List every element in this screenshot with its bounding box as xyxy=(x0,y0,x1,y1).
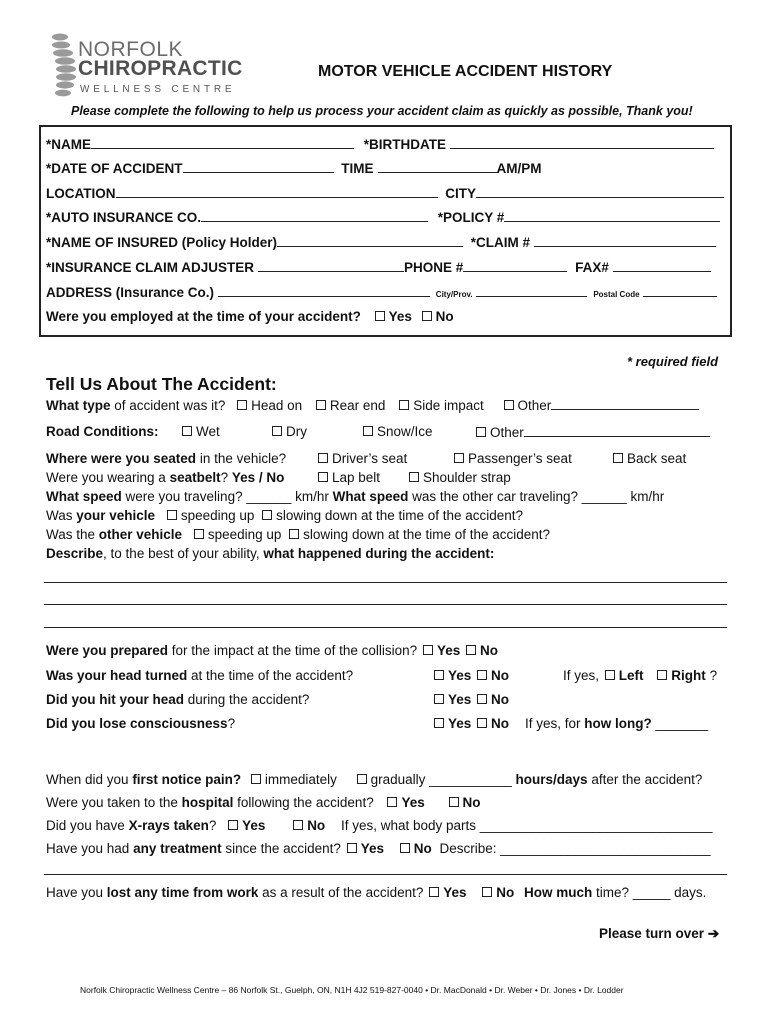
conscious-yes-checkbox[interactable] xyxy=(434,718,444,728)
time-label: TIME xyxy=(341,161,374,176)
belt-shoulder xyxy=(407,470,511,485)
treat-yes-label: Yes xyxy=(360,841,384,856)
insured-field[interactable] xyxy=(277,234,463,247)
other-bold: other vehicle xyxy=(98,527,183,542)
address-label: ADDRESS (Insurance Co.) xyxy=(46,285,215,300)
prepared-yes-label: Yes xyxy=(436,643,461,658)
prepared-yes-checkbox[interactable] xyxy=(423,645,433,655)
row-pain xyxy=(46,772,702,787)
your-speeding-label: speeding up xyxy=(180,508,255,523)
type-question: of accident was it? xyxy=(110,398,226,413)
xray-yes-checkbox[interactable] xyxy=(228,820,238,830)
treat-no-label: No xyxy=(413,841,432,856)
road-snow-checkbox[interactable] xyxy=(363,426,373,436)
lost-pre: Have you xyxy=(46,885,107,900)
other-pre: Was the xyxy=(46,527,99,542)
road-opt-0: Wet xyxy=(196,424,220,439)
logo-line-3: WELLNESS CENTRE xyxy=(80,84,236,95)
turn-over-label: Please turn over xyxy=(599,926,705,941)
road-snow xyxy=(361,424,433,439)
row-your-vehicle xyxy=(46,508,523,523)
lost-no-checkbox[interactable] xyxy=(482,887,492,897)
speed2-bold: What speed xyxy=(332,489,409,504)
seated-bold: Where were you seated xyxy=(46,451,197,466)
conscious-if-yes: If yes, for xyxy=(525,716,585,731)
other-speeding-label: speeding up xyxy=(207,527,282,542)
logo-line-2: CHIROPRACTIC xyxy=(78,57,243,80)
row-prepared xyxy=(46,643,498,658)
your-pre: Was xyxy=(46,508,77,523)
row-insured xyxy=(46,234,716,250)
conscious-yes-label: Yes xyxy=(448,716,472,731)
belt-opt-1: Shoulder strap xyxy=(423,470,511,485)
seat-driver xyxy=(316,451,407,466)
hit-yes-label: Yes xyxy=(448,692,472,707)
hosp-yes-checkbox[interactable] xyxy=(387,797,397,807)
city-field[interactable] xyxy=(476,185,724,198)
seatbelt-q: ? xyxy=(220,470,229,485)
pain-bold: first notice pain? xyxy=(132,772,242,787)
policy-label: *POLICY # xyxy=(437,210,505,225)
xray-yes-label: Yes xyxy=(242,818,266,833)
seat-back-checkbox[interactable] xyxy=(613,453,623,463)
arrow-right-icon: ➔ xyxy=(707,926,720,941)
other-speeding-checkbox[interactable] xyxy=(194,529,204,539)
your-speeding-checkbox[interactable] xyxy=(167,510,177,520)
row-road xyxy=(46,424,158,439)
head-right-checkbox[interactable] xyxy=(657,670,667,680)
city-label: CITY xyxy=(445,186,477,201)
postal-field[interactable] xyxy=(643,284,717,297)
pain-gradually-label: gradually ___________ xyxy=(370,772,512,787)
speed-bold: What speed xyxy=(46,489,122,504)
road-other xyxy=(474,424,710,440)
row-hospital xyxy=(46,795,481,810)
road-wet-checkbox[interactable] xyxy=(182,426,192,436)
other-slowing-checkbox[interactable] xyxy=(289,529,299,539)
phone-field[interactable] xyxy=(463,259,567,272)
prepared-no-label: No xyxy=(479,643,498,658)
seat-passenger xyxy=(452,451,572,466)
speed2-rest: was the other car traveling? ______ km/hr xyxy=(408,489,665,504)
your-slowing-label: slowing down at the time of the accident? xyxy=(276,508,524,523)
describe-line-1[interactable] xyxy=(44,582,727,583)
lost-bold: lost any time from work xyxy=(106,885,259,900)
row-other-vehicle xyxy=(46,527,550,542)
head-no-checkbox[interactable] xyxy=(477,670,487,680)
belt-lap xyxy=(316,470,380,485)
section-title: Tell Us About The Accident: xyxy=(46,374,277,394)
location-label: LOCATION xyxy=(46,186,116,201)
row-conscious xyxy=(46,716,235,731)
hit-bold: Did you hit your head xyxy=(46,692,185,707)
claim-field[interactable] xyxy=(534,234,716,247)
postal-label: Postal Code xyxy=(593,290,640,299)
hit-rest: during the accident? xyxy=(184,692,310,707)
name-field[interactable] xyxy=(91,136,354,149)
head-yes-checkbox[interactable] xyxy=(434,670,444,680)
treat-pre: Have you had xyxy=(46,841,134,856)
treat-describe[interactable]: Describe: ____________________________ xyxy=(439,841,711,856)
treat-yes-checkbox[interactable] xyxy=(347,843,357,853)
head-rest: at the time of the accident? xyxy=(187,668,354,683)
type-other-checkbox[interactable] xyxy=(504,400,514,410)
required-info-box xyxy=(39,125,732,337)
describe-line-2[interactable] xyxy=(44,604,727,605)
claim-label: *CLAIM # xyxy=(470,235,531,250)
conscious-duration xyxy=(525,716,708,731)
speed-rest: were you traveling? ______ km/hr xyxy=(121,489,333,504)
phone-label: PHONE # xyxy=(404,260,464,275)
hosp-bold: hospital xyxy=(181,795,234,810)
pain-hours-days: hours/days xyxy=(515,772,588,787)
pain-immediately-label: immediately xyxy=(264,772,337,787)
xray-pre: Did you have xyxy=(46,818,129,833)
hosp-yes-label: Yes xyxy=(401,795,425,810)
treatment-line[interactable] xyxy=(44,874,727,875)
type-side-checkbox[interactable] xyxy=(399,400,409,410)
road-opt-2: Snow/Ice xyxy=(377,424,433,439)
head-left-label: Left xyxy=(618,668,644,683)
type-opt-3: Other xyxy=(517,398,552,413)
head-bold: Was your head turned xyxy=(46,668,188,683)
time-field[interactable] xyxy=(378,160,497,173)
hosp-no-label: No xyxy=(462,795,481,810)
type-opt-0: Head on xyxy=(251,398,303,413)
conscious-how-long-field[interactable]: _______ xyxy=(651,716,709,731)
row-address xyxy=(46,284,717,300)
road-wet xyxy=(180,424,220,439)
spine-icon xyxy=(48,33,78,99)
city-prov-label: City/Prov. xyxy=(435,290,473,299)
conscious-how-long: how long? xyxy=(584,716,652,731)
hit-yesno xyxy=(432,692,509,707)
type-headon-checkbox[interactable] xyxy=(237,400,247,410)
turn-over xyxy=(599,926,719,942)
head-yesno xyxy=(432,668,509,683)
row-name xyxy=(46,136,714,152)
conscious-bold: Did you lose consciousness xyxy=(46,716,228,731)
treat-no-checkbox[interactable] xyxy=(400,843,410,853)
road-dry xyxy=(270,424,307,439)
row-seatbelt xyxy=(46,470,284,485)
how-much-bold: How much xyxy=(524,885,593,900)
seat-driver-checkbox[interactable] xyxy=(318,453,328,463)
page-title: MOTOR VEHICLE ACCIDENT HISTORY xyxy=(318,63,613,80)
policy-field[interactable] xyxy=(504,209,720,222)
hit-no-checkbox[interactable] xyxy=(477,694,487,704)
lost-rest: as a result of the accident? xyxy=(258,885,424,900)
head-if-yes: If yes, xyxy=(563,668,600,683)
how-much-rest: time? _____ days. xyxy=(592,885,707,900)
prepared-no-checkbox[interactable] xyxy=(466,645,476,655)
row-hit-head xyxy=(46,692,309,707)
row-adjuster xyxy=(46,259,711,275)
fax-label: FAX# xyxy=(575,260,609,275)
row-accident-type xyxy=(46,397,699,413)
head-left-checkbox[interactable] xyxy=(605,670,615,680)
seat-opt-1: Passenger’s seat xyxy=(468,451,572,466)
type-opt-1: Rear end xyxy=(329,398,386,413)
road-other-field[interactable] xyxy=(524,424,710,437)
adjuster-label: *INSURANCE CLAIM ADJUSTER xyxy=(46,260,255,275)
fax-field[interactable] xyxy=(613,259,711,272)
ampm-label: AM/PM xyxy=(496,161,542,176)
xray-bold: X-rays taken xyxy=(128,818,209,833)
head-no-label: No xyxy=(491,668,510,683)
logo-line-1: NORFOLK xyxy=(78,38,184,61)
pain-immediately-checkbox[interactable] xyxy=(251,774,261,784)
city-prov-field[interactable] xyxy=(476,284,587,297)
seat-opt-0: Driver’s seat xyxy=(332,451,408,466)
road-opt-1: Dry xyxy=(286,424,307,439)
conscious-no-checkbox[interactable] xyxy=(477,718,487,728)
seated-rest: in the vehicle? xyxy=(196,451,287,466)
row-head-turned xyxy=(46,668,353,683)
date-label: *DATE OF ACCIDENT xyxy=(46,161,183,176)
adjuster-field[interactable] xyxy=(258,259,404,272)
seat-opt-2: Back seat xyxy=(627,451,687,466)
row-lost-time xyxy=(46,885,706,900)
required-note: * required field xyxy=(627,354,719,369)
head-yes-label: Yes xyxy=(448,668,472,683)
birthdate-label: *BIRTHDATE xyxy=(363,137,447,152)
lost-yes-checkbox[interactable] xyxy=(429,887,439,897)
treat-rest: since the accident? xyxy=(221,841,341,856)
row-treatment xyxy=(46,841,711,856)
describe-bold2: what happened during the accident: xyxy=(263,546,495,561)
hosp-pre: Were you taken to the xyxy=(46,795,182,810)
road-label: Road Conditions: xyxy=(46,424,159,439)
prepared-rest: for the impact at the time of the collision? xyxy=(168,643,418,658)
hit-yes-checkbox[interactable] xyxy=(434,694,444,704)
hit-no-label: No xyxy=(491,692,510,707)
head-q: ? xyxy=(709,668,718,683)
address-field[interactable] xyxy=(218,284,430,297)
employed-question: Were you employed at the time of your accident? xyxy=(46,309,361,324)
row-xray xyxy=(46,818,713,833)
type-rearend-checkbox[interactable] xyxy=(316,400,326,410)
belt-opt-0: Lap belt xyxy=(332,470,381,485)
seat-passenger-checkbox[interactable] xyxy=(454,453,464,463)
other-slowing-label: slowing down at the time of the accident? xyxy=(303,527,551,542)
type-opt-2: Side impact xyxy=(413,398,484,413)
xray-q: ? xyxy=(208,818,217,833)
page-subtitle: Please complete the following to help us process your accident claim as quickly as possible, Thank you! xyxy=(71,104,693,118)
road-dry-checkbox[interactable] xyxy=(272,426,282,436)
row-seated xyxy=(46,451,286,466)
belt-lap-checkbox[interactable] xyxy=(318,472,328,482)
row-employed xyxy=(46,309,454,324)
footer: Norfolk Chiropractic Wellness Centre – 86 Norfolk St., Guelph, ON, N1H 4J2 519-827-0040 • Dr. MacDonald • Dr. Weber • Dr. Jones • Dr. Lodder xyxy=(80,985,624,995)
pain-gradually-checkbox[interactable] xyxy=(357,774,367,784)
road-other-checkbox[interactable] xyxy=(476,427,486,437)
row-location xyxy=(46,185,724,201)
lost-yes-label: Yes xyxy=(443,885,467,900)
head-right-label: Right xyxy=(671,668,706,683)
describe-mid: , to the best of your ability, xyxy=(103,546,264,561)
seatbelt-bold: seatbelt xyxy=(169,470,221,485)
prepared-bold: Were you prepared xyxy=(46,643,169,658)
employed-no-label: No xyxy=(435,309,454,324)
conscious-rest: ? xyxy=(227,716,236,731)
hosp-rest: following the accident? xyxy=(233,795,374,810)
pain-pre: When did you xyxy=(46,772,133,787)
conscious-yesno xyxy=(432,716,509,731)
type-question-bold: What type xyxy=(46,398,111,413)
conscious-no-label: No xyxy=(491,716,510,731)
seatbelt-yes-no[interactable]: Yes / No xyxy=(231,470,285,485)
road-opt-3: Other xyxy=(490,425,524,440)
location-field[interactable] xyxy=(116,185,438,198)
seat-back xyxy=(611,451,686,466)
your-slowing-checkbox[interactable] xyxy=(262,510,272,520)
describe-bold: Describe xyxy=(46,546,104,561)
employed-yes-label: Yes xyxy=(388,309,412,324)
row-insurance xyxy=(46,209,720,225)
clinic-logo xyxy=(48,33,243,103)
pain-after: after the accident? xyxy=(587,772,703,787)
hosp-no-checkbox[interactable] xyxy=(449,797,459,807)
xray-no-label: No xyxy=(307,818,326,833)
xray-no-checkbox[interactable] xyxy=(293,820,303,830)
name-label: *NAME xyxy=(46,137,92,152)
your-bold: your vehicle xyxy=(76,508,156,523)
head-direction xyxy=(563,668,717,683)
row-speed xyxy=(46,489,664,504)
employed-yes-checkbox[interactable] xyxy=(375,311,385,321)
describe-line-3[interactable] xyxy=(44,627,727,628)
row-describe xyxy=(46,546,494,561)
row-date xyxy=(46,160,542,176)
auto-ins-field[interactable] xyxy=(201,209,428,222)
belt-shoulder-checkbox[interactable] xyxy=(409,472,419,482)
employed-no-checkbox[interactable] xyxy=(422,311,432,321)
seatbelt-pre: Were you wearing a xyxy=(46,470,170,485)
lost-no-label: No xyxy=(496,885,515,900)
treat-bold: any treatment xyxy=(133,841,222,856)
xray-parts: If yes, what body parts _______________________________ xyxy=(340,818,713,833)
date-field[interactable] xyxy=(183,160,334,173)
type-other-field[interactable] xyxy=(551,397,699,410)
auto-ins-label: *AUTO INSURANCE CO. xyxy=(46,210,202,225)
birthdate-field[interactable] xyxy=(450,136,714,149)
insured-label: *NAME OF INSURED (Policy Holder) xyxy=(46,235,278,250)
